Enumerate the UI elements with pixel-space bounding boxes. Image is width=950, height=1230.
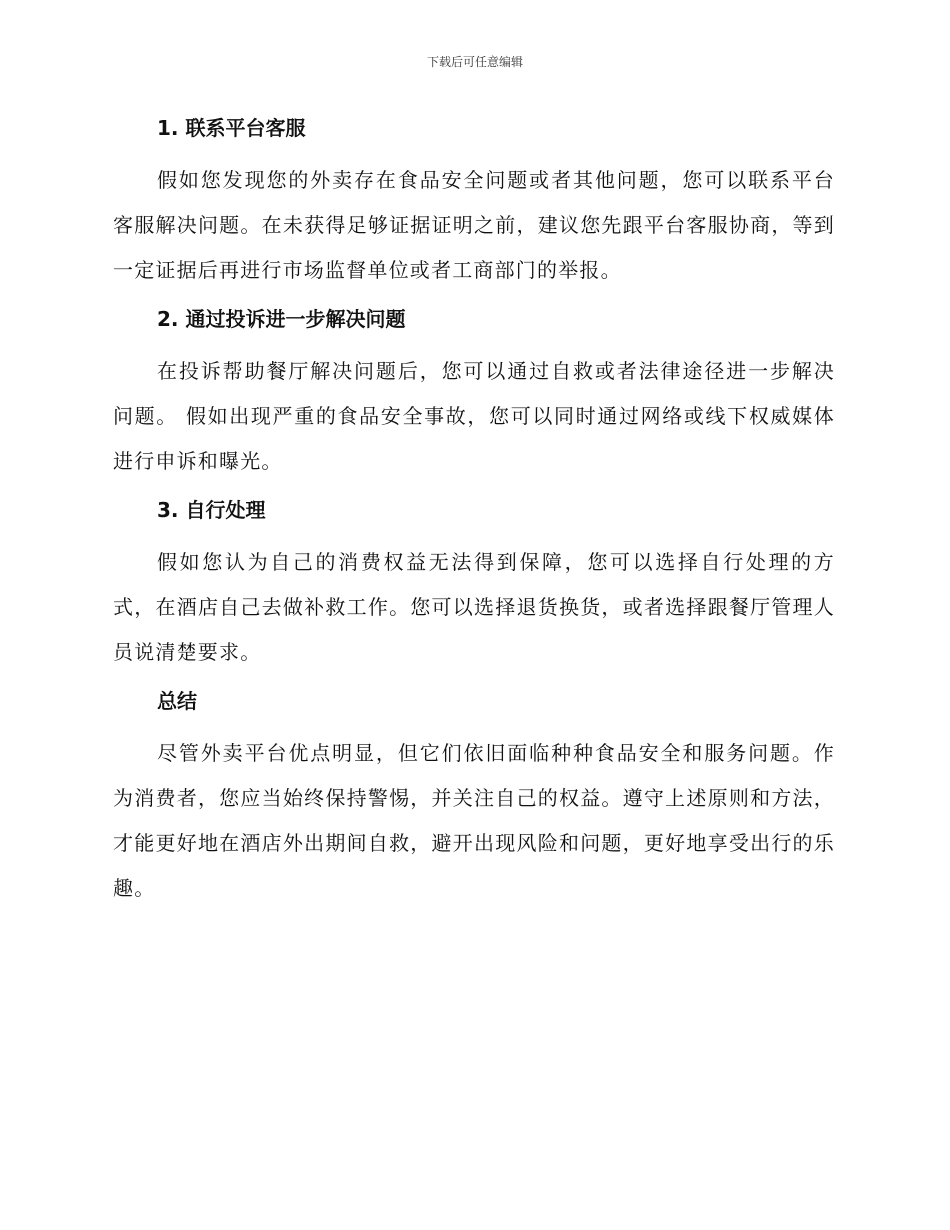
section-paragraph: 尽管外卖平台优点明显，但它们依旧面临种种食品安全和服务问题。作为消费者，您应当始终保持警惕，并关注自己的权益。遵守上述原则和方法，才能更好地在酒店外出期间自救，避开出现风险和问题，更好地享受出行的乐趣。: [113, 741, 835, 900]
section-paragraph: 假如您认为自己的消费权益无法得到保障，您可以选择自行处理的方式，在酒店自己去做补救工作。您可以选择退货换货，或者选择跟餐厅管理人员说清楚要求。: [113, 550, 835, 664]
section-heading: 1. 联系平台客服: [157, 116, 306, 140]
document-body: [113, 112, 835, 921]
section-heading: 3. 自行处理: [157, 498, 266, 522]
section-complaint: [113, 303, 835, 484]
section-heading: 总结: [157, 689, 197, 713]
section-summary: [113, 685, 835, 911]
page-header: 下载后可任意编辑: [426, 55, 523, 69]
section-paragraph: 假如您发现您的外卖存在食品安全问题或者其他问题，您可以联系平台客服解决问题。在未获得足够证据证明之前，建议您先跟平台客服协商，等到一定证据后再进行市场监督单位或者工商部门的举报。: [113, 168, 835, 282]
section-self-handling: [113, 494, 835, 675]
section-heading: 2. 通过投诉进一步解决问题: [157, 307, 406, 331]
section-contact-customer-service: [113, 112, 835, 293]
section-paragraph: 在投诉帮助餐厅解决问题后，您可以通过自救或者法律途径进一步解决问题。 假如出现严重的食品安全事故，您可以同时通过网络或线下权威媒体进行申诉和曝光。: [113, 359, 835, 473]
